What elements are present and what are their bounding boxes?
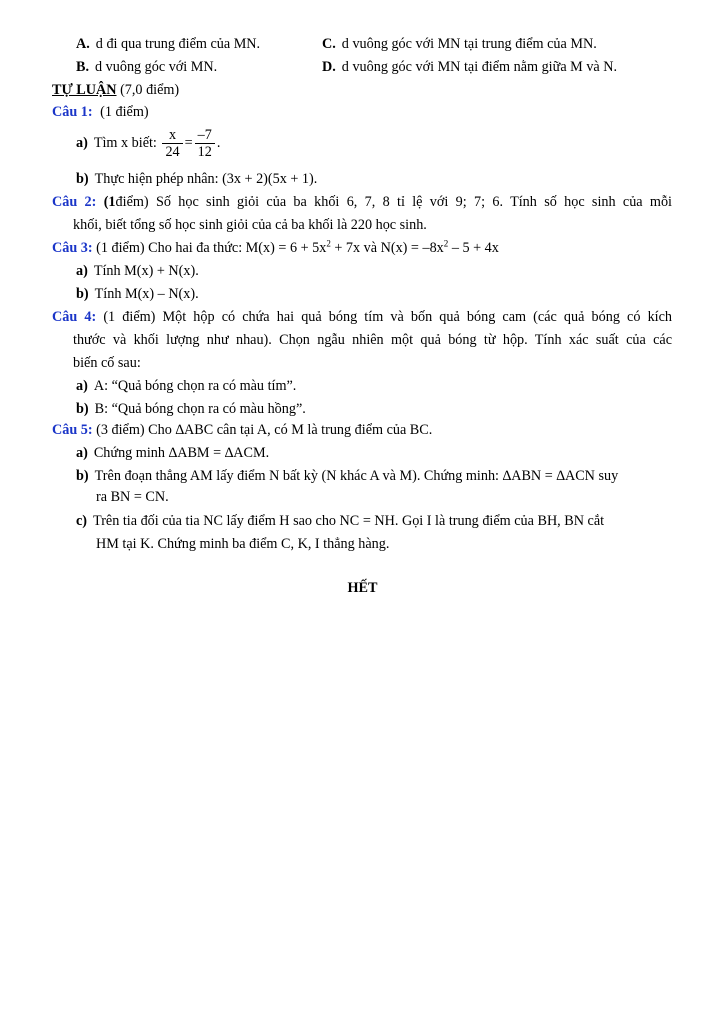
question-3b	[76, 285, 199, 303]
option-b	[76, 58, 217, 76]
fraction-1-denominator: 24	[165, 144, 180, 161]
option-b-label: B.	[76, 59, 90, 75]
question-1a	[76, 126, 220, 160]
question-5-header	[52, 421, 432, 439]
option-a	[76, 35, 260, 53]
question-5-intro: (3 điểm) Cho ∆ABC cân tại A, có M là trung điểm của BC.	[96, 422, 433, 438]
option-c-label: C.	[322, 36, 336, 52]
option-a-text: d đi qua trung điểm của MN.	[95, 36, 261, 52]
fraction-x-24	[162, 127, 182, 160]
question-2-text-1: điểm) Số học sinh giỏi của ba khối 6, 7, 8 tỉ lệ với 9; 7; 6. Tính số học sinh của mỗi	[115, 194, 672, 210]
question-5c-line-2	[96, 535, 389, 553]
option-b-text: d vuông góc với MN.	[95, 59, 218, 75]
question-3-header	[52, 239, 499, 257]
fraction-neg7-12	[195, 127, 215, 160]
question-5a-label: a)	[76, 445, 88, 461]
question-3b-label: b)	[76, 286, 89, 302]
question-4a-text: A: “Quả bóng chọn ra có màu tím”.	[93, 378, 297, 394]
question-4-label: Câu 4:	[52, 309, 97, 325]
question-1-points: (1 điểm)	[100, 104, 149, 120]
option-d	[322, 58, 617, 76]
question-4a	[76, 377, 296, 395]
exponent-2: 2	[443, 238, 449, 249]
question-5b-label: b)	[76, 468, 89, 484]
question-5c-text-2: HM tại K. Chứng minh ba điểm C, K, I thẳng hàng.	[96, 536, 390, 552]
question-2-text-2: khối, biết tổng số học sinh giỏi của cả ba khối là 220 học sinh.	[73, 217, 427, 233]
question-4b	[76, 400, 306, 418]
question-2-line-1	[52, 193, 672, 211]
question-3-tail: – 5 + 4x	[448, 240, 499, 256]
question-5b-line-2	[96, 488, 169, 506]
question-5b-line-1	[76, 467, 618, 485]
question-5a	[76, 444, 269, 462]
question-2-label: Câu 2:	[52, 194, 97, 210]
question-5a-text: Chứng minh ∆ABM = ∆ACM.	[93, 445, 270, 461]
question-5c-text-1: Trên tia đối của tia NC lấy điểm H sao cho NC = NH. Gọi I là trung điểm của BH, BN cắt	[93, 513, 605, 529]
question-3-label: Câu 3:	[52, 240, 93, 256]
question-2-line-2	[73, 216, 427, 234]
question-2-points: (1	[103, 194, 116, 210]
option-d-label: D.	[322, 59, 336, 75]
question-1a-label: a)	[76, 135, 88, 151]
option-d-text: d vuông góc với MN tại điểm nằm giữa M và N.	[341, 59, 618, 75]
question-1-header	[52, 103, 149, 121]
question-1a-text: Tìm x biết:	[93, 135, 157, 151]
question-1-label: Câu 1:	[52, 104, 93, 120]
question-3b-text: Tính M(x) – N(x).	[94, 286, 199, 302]
section-title: TỰ LUẬN	[52, 82, 117, 98]
question-4-text-1: (1 điểm) Một hộp có chứa hai quả bóng tím và bốn quả bóng cam (các quả bóng có kích	[103, 309, 672, 325]
question-3-intro: (1 điểm) Cho hai đa thức: M(x) = 6 + 5x	[96, 240, 327, 256]
question-4-line-3	[73, 354, 141, 372]
option-c-text: d vuông góc với MN tại trung điểm của MN.	[341, 36, 597, 52]
question-3a	[76, 262, 199, 280]
question-4-line-1	[52, 308, 672, 326]
section-points: (7,0 điểm)	[120, 82, 180, 98]
fraction-2-denominator: 12	[197, 144, 212, 161]
question-4a-label: a)	[76, 378, 88, 394]
question-4b-text: B: “Quả bóng chọn ra có màu hồng”.	[94, 401, 306, 417]
option-a-label: A.	[76, 36, 90, 52]
question-5b-text-1: Trên đoạn thẳng AM lấy điểm N bất kỳ (N khác A và M). Chứng minh: ∆ABN = ∆ACN suy	[94, 468, 619, 484]
question-1b-text: Thực hiện phép nhân: (3x + 2)(5x + 1).	[94, 171, 318, 187]
question-4b-label: b)	[76, 401, 89, 417]
question-5c-line-1	[76, 512, 604, 530]
question-5c-label: c)	[76, 513, 88, 529]
question-5-label: Câu 5:	[52, 422, 93, 438]
question-3a-label: a)	[76, 263, 88, 279]
question-1b	[76, 170, 317, 188]
question-1b-label: b)	[76, 171, 89, 187]
question-5b-text-2: ra BN = CN.	[96, 489, 169, 505]
equals-sign: =	[184, 135, 193, 151]
question-4-text-3: biến cố sau:	[73, 355, 141, 371]
fraction-1-numerator: x	[162, 127, 182, 144]
question-3a-text: Tính M(x) + N(x).	[93, 263, 199, 279]
end-marker: HẾT	[347, 580, 378, 596]
question-1a-end: .	[216, 135, 221, 151]
question-4-line-2	[73, 331, 672, 349]
section-heading	[52, 81, 179, 99]
option-c	[322, 35, 597, 53]
question-3-mid: + 7x và N(x) = –8x	[330, 240, 444, 256]
exponent-1: 2	[326, 238, 331, 249]
question-4-text-2: thước và khối lượng như nhau). Chọn ngẫu nhiên một quả bóng từ hộp. Tính xác suất của các	[73, 332, 672, 348]
fraction-2-numerator: –7	[195, 127, 215, 144]
